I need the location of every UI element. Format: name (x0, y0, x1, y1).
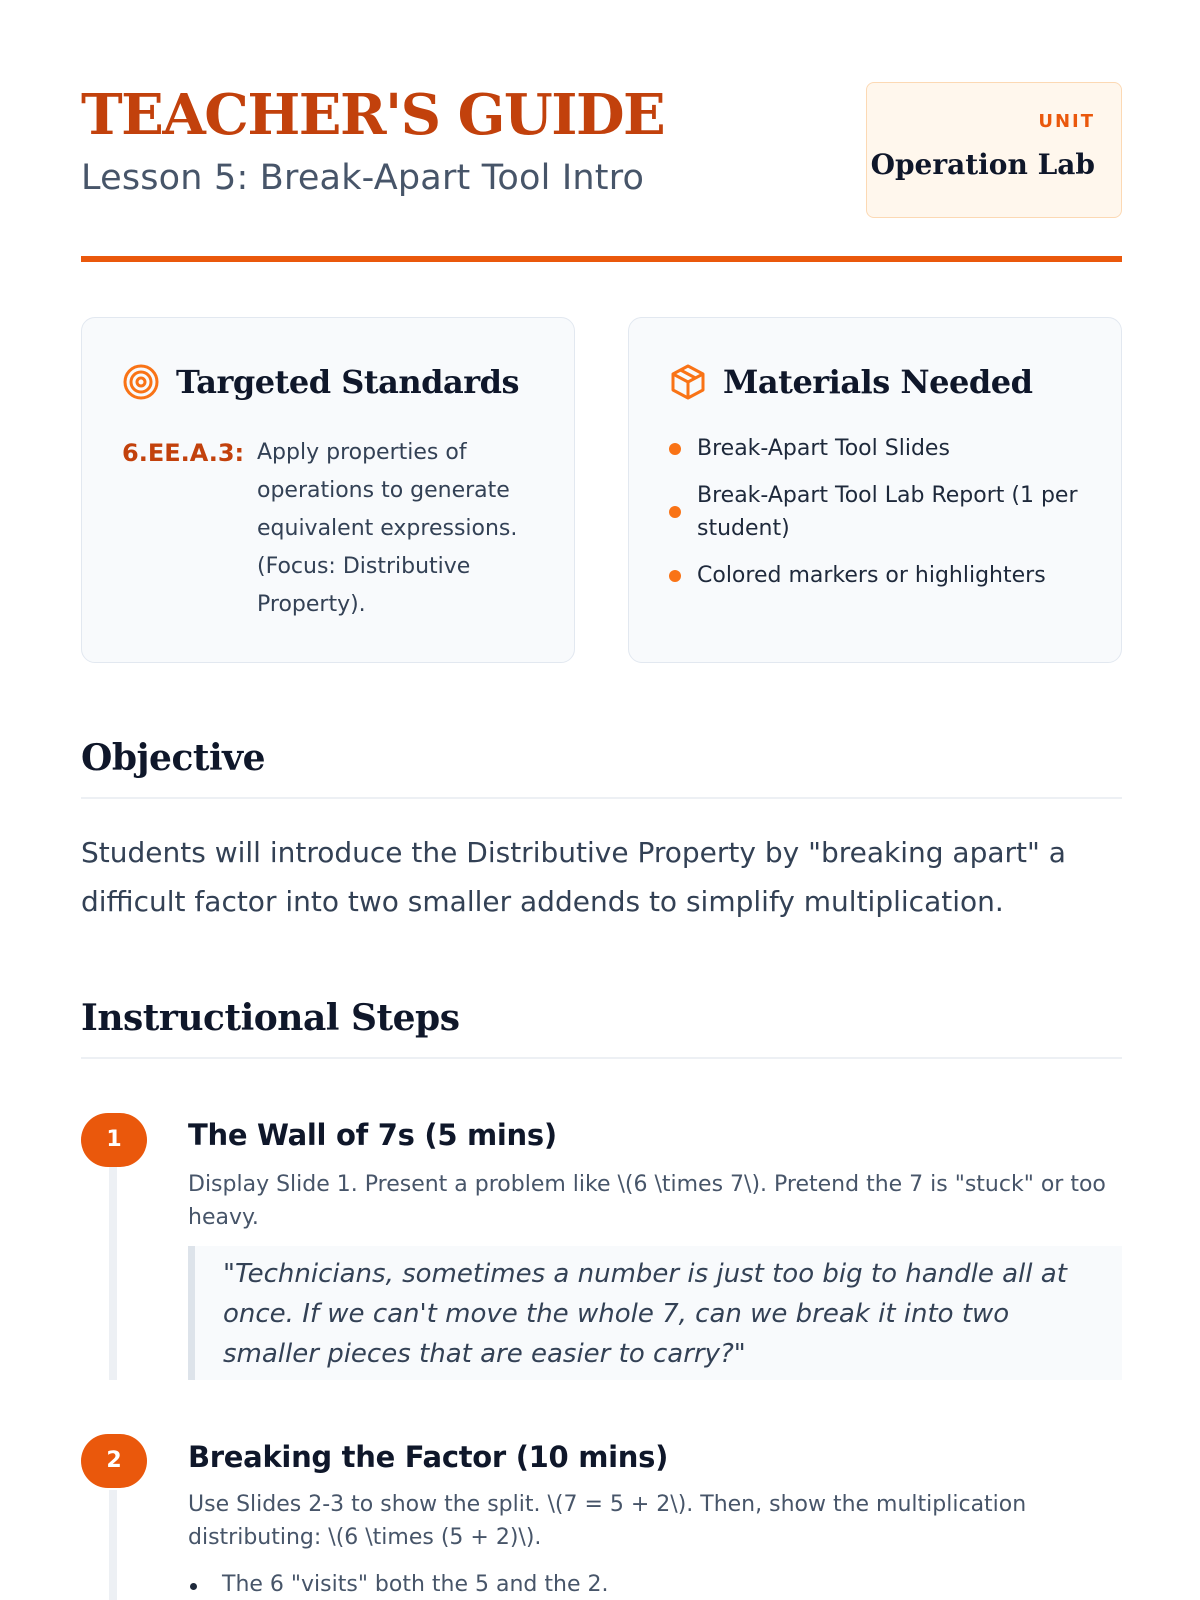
step-description: Use Slides 2-3 to show the split. \(7 = 5 + 2\). Then, show the multiplication distributing: \(6 \times (5 + 2)\). (188, 1492, 1027, 1550)
standards-card (81, 317, 575, 663)
bullet-dot (669, 443, 681, 455)
step-number-badge: 2 (81, 1434, 147, 1488)
teacher-script-quote: "Technicians, sometimes a number is just too big to handle all at once. If we can't move the whole 7, can we break it into two smaller pieces that are easier to carry?" (188, 1246, 1122, 1380)
material-label: Break-Apart Tool Slides (697, 436, 950, 461)
objective-divider (81, 797, 1122, 799)
bullet-text: The 6 "visits" both the 5 and the 2. (222, 1572, 609, 1597)
standard-code: 6.EE.A.3: (122, 439, 245, 467)
unit-badge (866, 82, 1122, 218)
objective-heading: Objective (81, 737, 266, 779)
objective-text: Students will introduce the Distributive Property by "breaking apart" a difficult factor into two smaller addends to simplify multiplication. (81, 836, 1066, 918)
step-timeline-line (109, 1490, 117, 1600)
guide-header (81, 82, 1122, 222)
teacher-guide-page (81, 0, 1122, 1600)
list-item (188, 1568, 608, 1600)
materials-card-header (669, 360, 1032, 404)
bullet-dot (669, 570, 681, 582)
step-title: Breaking the Factor (10 mins) (188, 1440, 669, 1474)
materials-title: Materials Needed (723, 363, 1033, 401)
box-icon (669, 363, 707, 401)
step-number-badge: 1 (81, 1113, 147, 1167)
list-item (669, 559, 1089, 592)
standards-title: Targeted Standards (176, 363, 519, 401)
guide-title: TEACHER'S GUIDE (81, 82, 665, 148)
standards-card-header (122, 360, 519, 404)
bullet-dot (190, 1583, 197, 1590)
material-label: Colored markers or highlighters (697, 563, 1046, 588)
materials-list (669, 432, 1089, 606)
step-description: Display Slide 1. Present a problem like \(6 \times 7\). Pretend the 7 is "stuck" or too heavy. (188, 1172, 1106, 1230)
step-bullet-list (188, 1568, 608, 1600)
lesson-title: Lesson 5: Break-Apart Tool Intro (81, 158, 645, 198)
list-item (669, 432, 1089, 465)
step-title: The Wall of 7s (5 mins) (188, 1118, 557, 1152)
unit-name: Operation Lab (870, 148, 1095, 181)
header-divider (81, 256, 1122, 262)
steps-divider (81, 1057, 1122, 1059)
target-icon (122, 363, 160, 401)
bullet-dot (669, 506, 681, 518)
unit-label: UNIT (1038, 111, 1095, 132)
steps-heading: Instructional Steps (81, 997, 460, 1039)
list-item (669, 479, 1089, 545)
standard-description: Apply properties of operations to generate equivalent expressions. (Focus: Distributive Property). (257, 440, 518, 617)
material-label: Break-Apart Tool Lab Report (1 per student) (697, 483, 1078, 541)
materials-card (628, 317, 1122, 663)
step-timeline-line (109, 1130, 117, 1380)
